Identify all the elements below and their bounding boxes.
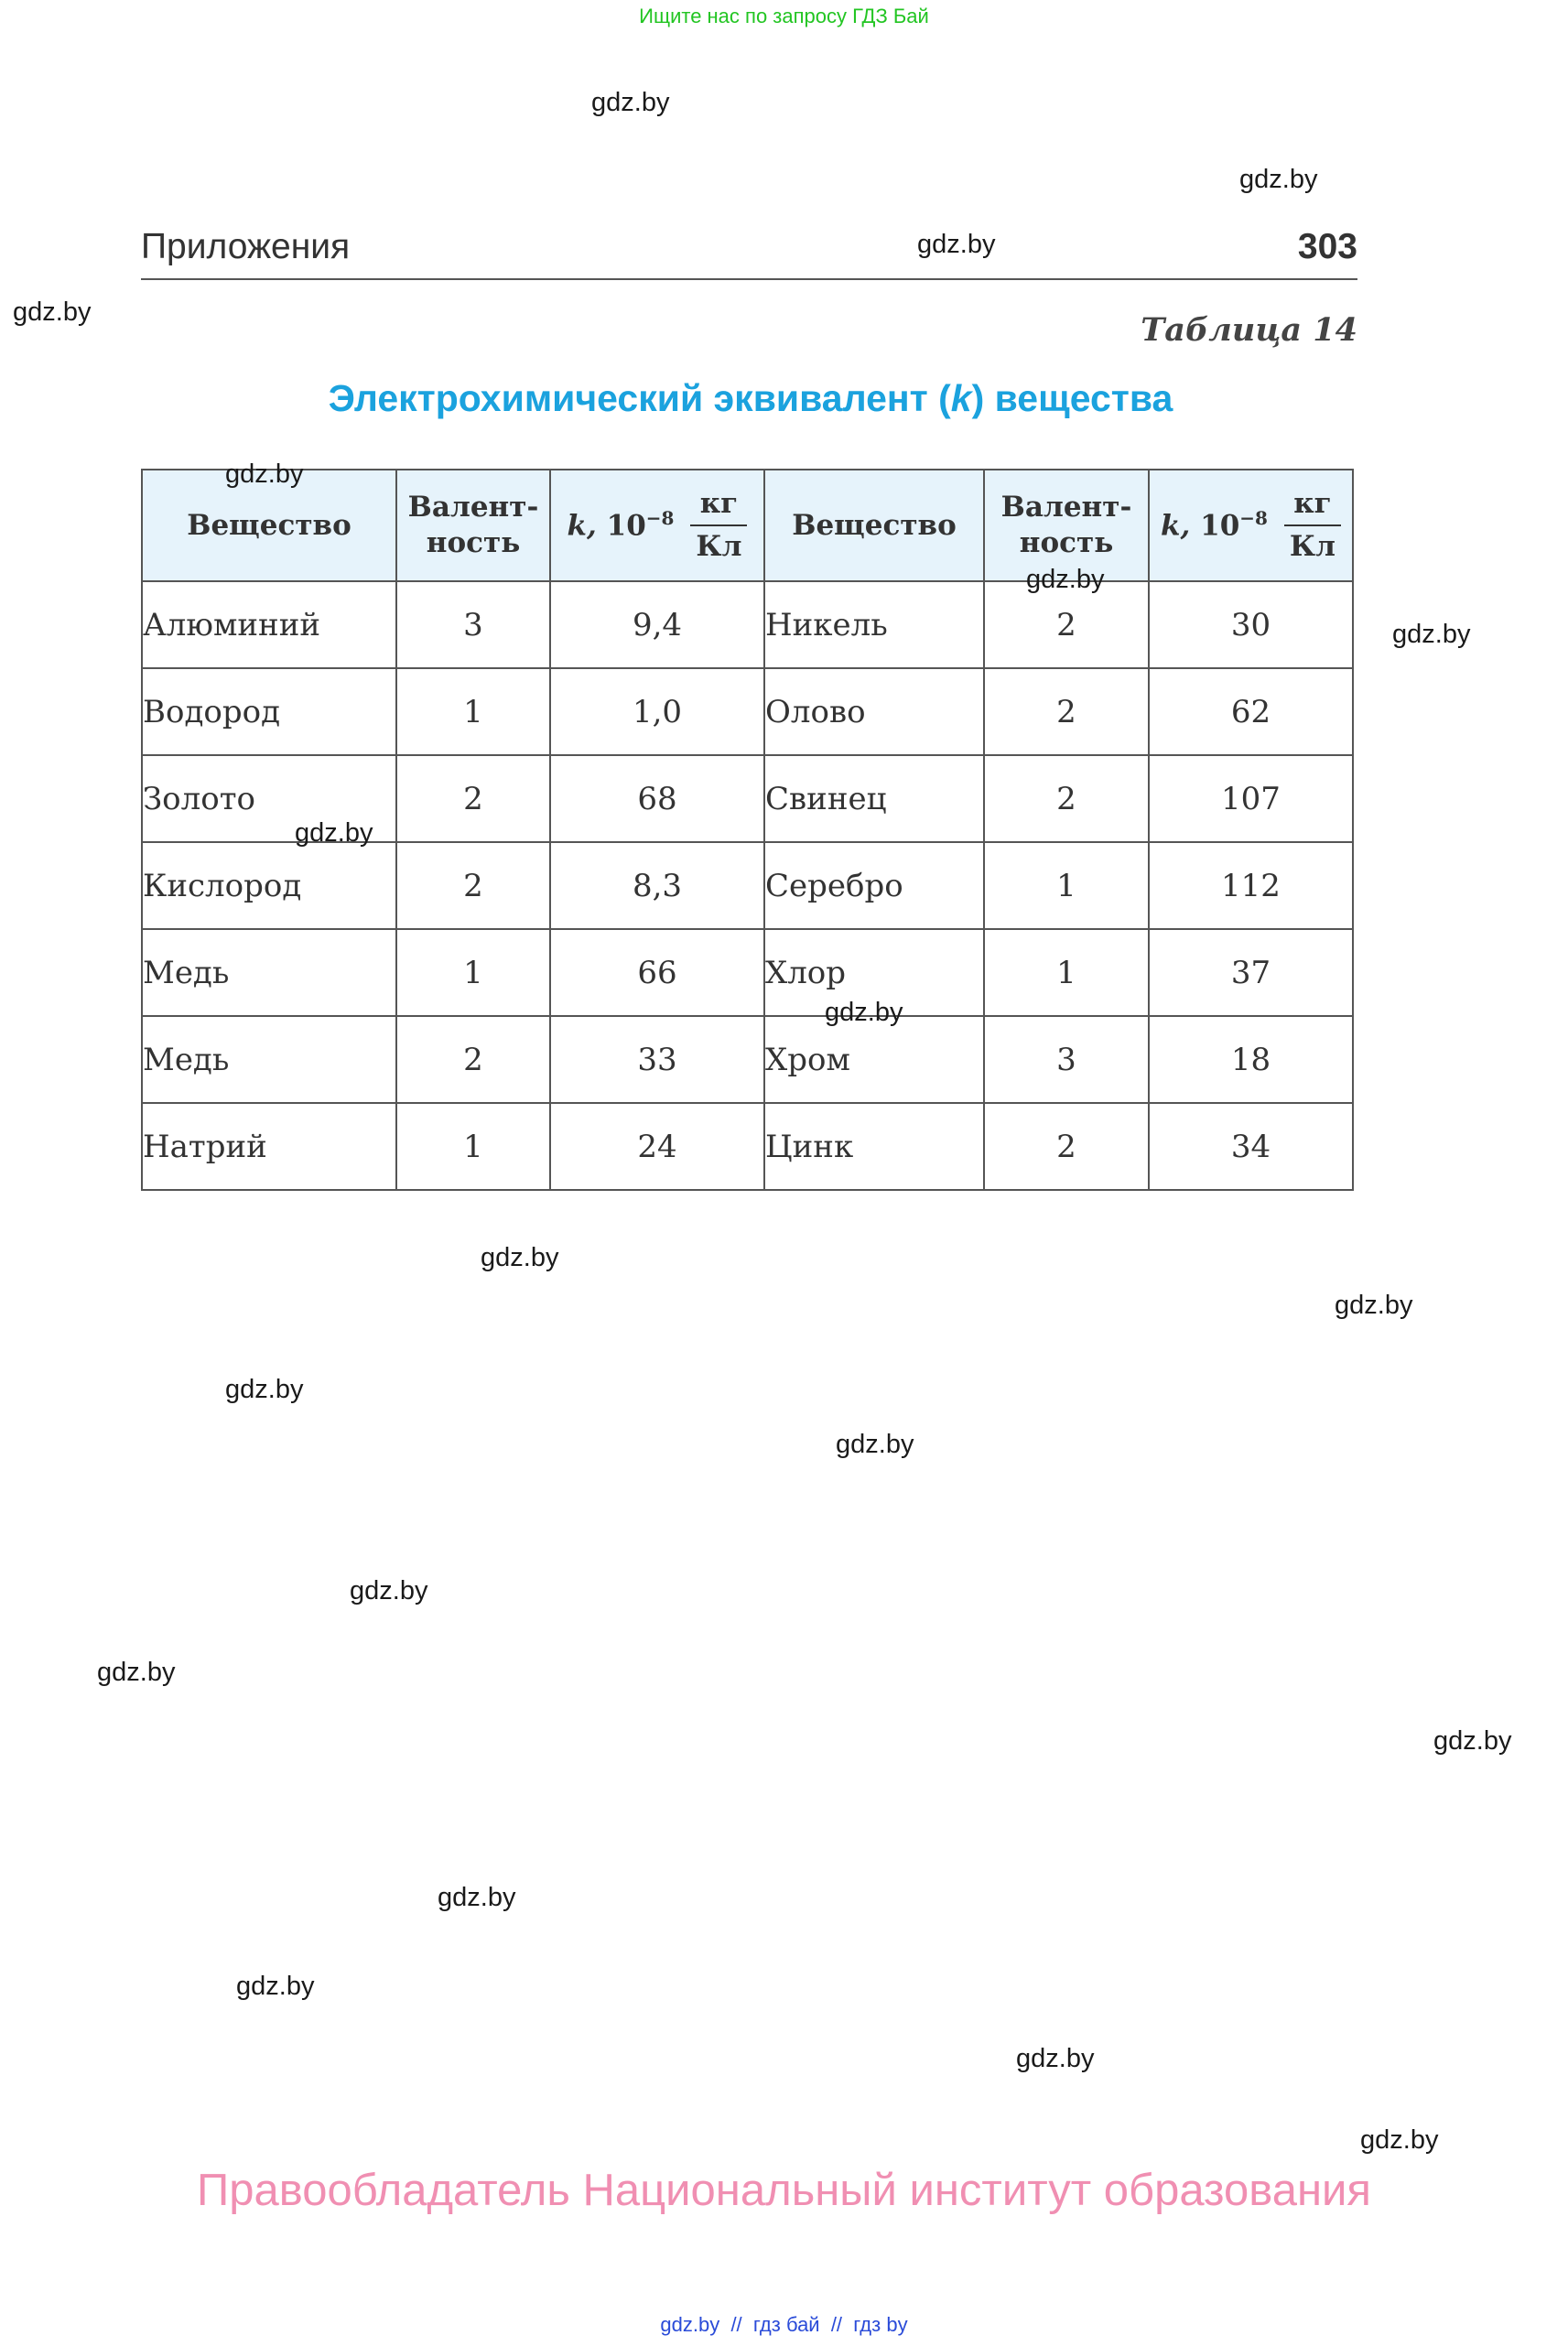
table-row xyxy=(142,1016,1353,1103)
watermark: gdz.by xyxy=(295,818,373,848)
watermark: gdz.by xyxy=(1239,165,1318,194)
substance-cell: Медь xyxy=(142,929,396,1016)
watermark: gdz.by xyxy=(917,230,996,259)
valence-column-header: Валент- ность xyxy=(984,470,1149,581)
valence-cell: 1 xyxy=(984,842,1149,929)
watermark: gdz.by xyxy=(591,88,670,117)
table-title: Электрохимический эквивалент (k) вещества xyxy=(328,377,1173,419)
valence-cell: 2 xyxy=(396,1016,550,1103)
valence-cell: 1 xyxy=(396,929,550,1016)
table-row xyxy=(142,842,1353,929)
table-row xyxy=(142,929,1353,1016)
valence-cell: 1 xyxy=(984,929,1149,1016)
copyright-holder-notice: Правообладатель Национальный институт образования xyxy=(197,2166,1371,2215)
table-header-row xyxy=(142,470,1353,581)
k-value-cell: 68 xyxy=(550,755,764,842)
valence-cell: 2 xyxy=(984,668,1149,755)
header-divider xyxy=(141,278,1357,280)
valence-cell: 2 xyxy=(984,581,1149,668)
valence-cell: 1 xyxy=(396,1103,550,1190)
k-value-cell: 107 xyxy=(1149,755,1353,842)
k-value-cell: 112 xyxy=(1149,842,1353,929)
k-column-header: k, $10^{-8}$ $\frac{кг}{Кл}$ xyxy=(550,470,764,581)
valence-cell: 2 xyxy=(984,755,1149,842)
watermark: gdz.by xyxy=(97,1658,176,1687)
watermark: gdz.by xyxy=(236,1972,315,2001)
watermark: gdz.by xyxy=(1335,1291,1413,1320)
watermark: gdz.by xyxy=(825,998,903,1027)
k-value-cell: 8,3 xyxy=(550,842,764,929)
table-number-label: Таблица 14 xyxy=(1141,311,1357,349)
substance-cell: Золото xyxy=(142,755,396,842)
table-row xyxy=(142,581,1353,668)
valence-column-header: Валент- ность xyxy=(396,470,550,581)
watermark: gdz.by xyxy=(225,459,304,489)
substance-cell: Кислород xyxy=(142,842,396,929)
substance-cell: Свинец xyxy=(764,755,984,842)
substance-cell: Хром xyxy=(764,1016,984,1103)
k-value-cell: 37 xyxy=(1149,929,1353,1016)
watermark: gdz.by xyxy=(1360,2125,1439,2155)
k-value-cell: 62 xyxy=(1149,668,1353,755)
watermark: gdz.by xyxy=(481,1243,559,1272)
footer-links[interactable]: gdz.by // гдз бай // гдз by xyxy=(660,2313,908,2336)
k-value-cell: 30 xyxy=(1149,581,1353,668)
substance-column-header: Вещество xyxy=(764,470,984,581)
substance-cell: Хлор xyxy=(764,929,984,1016)
watermark: gdz.by xyxy=(13,297,92,327)
k-value-cell: 24 xyxy=(550,1103,764,1190)
substance-cell: Водород xyxy=(142,668,396,755)
watermark: gdz.by xyxy=(1433,1726,1512,1756)
k-value-cell: 34 xyxy=(1149,1103,1353,1190)
k-value-cell: 1,0 xyxy=(550,668,764,755)
table-row xyxy=(142,1103,1353,1190)
k-value-cell: 66 xyxy=(550,929,764,1016)
watermark: gdz.by xyxy=(1016,2044,1095,2073)
substance-cell: Цинк xyxy=(764,1103,984,1190)
substance-cell: Натрий xyxy=(142,1103,396,1190)
k-value-cell: 9,4 xyxy=(550,581,764,668)
watermark: gdz.by xyxy=(1392,620,1471,649)
section-title: Приложения xyxy=(141,227,351,266)
substance-cell: Медь xyxy=(142,1016,396,1103)
k-value-cell: 33 xyxy=(550,1016,764,1103)
substance-column-header: Вещество xyxy=(142,470,396,581)
table-row xyxy=(142,668,1353,755)
watermark: gdz.by xyxy=(836,1430,914,1459)
k-column-header: k, $10^{-8}$ $\frac{кг}{Кл}$ xyxy=(1149,470,1353,581)
substance-cell: Серебро xyxy=(764,842,984,929)
watermark: gdz.by xyxy=(1026,565,1105,594)
substance-cell: Алюминий xyxy=(142,581,396,668)
watermark: gdz.by xyxy=(438,1883,516,1912)
watermark: gdz.by xyxy=(225,1375,304,1404)
substance-cell: Олово xyxy=(764,668,984,755)
top-search-banner: Ищите нас по запросу ГДЗ Бай xyxy=(639,5,929,27)
substance-cell: Никель xyxy=(764,581,984,668)
k-value-cell: 18 xyxy=(1149,1016,1353,1103)
valence-cell: 3 xyxy=(396,581,550,668)
valence-cell: 2 xyxy=(396,842,550,929)
valence-cell: 1 xyxy=(396,668,550,755)
watermark: gdz.by xyxy=(350,1576,428,1605)
valence-cell: 2 xyxy=(984,1103,1149,1190)
valence-cell: 3 xyxy=(984,1016,1149,1103)
page-number: 303 xyxy=(1297,227,1357,266)
valence-cell: 2 xyxy=(396,755,550,842)
